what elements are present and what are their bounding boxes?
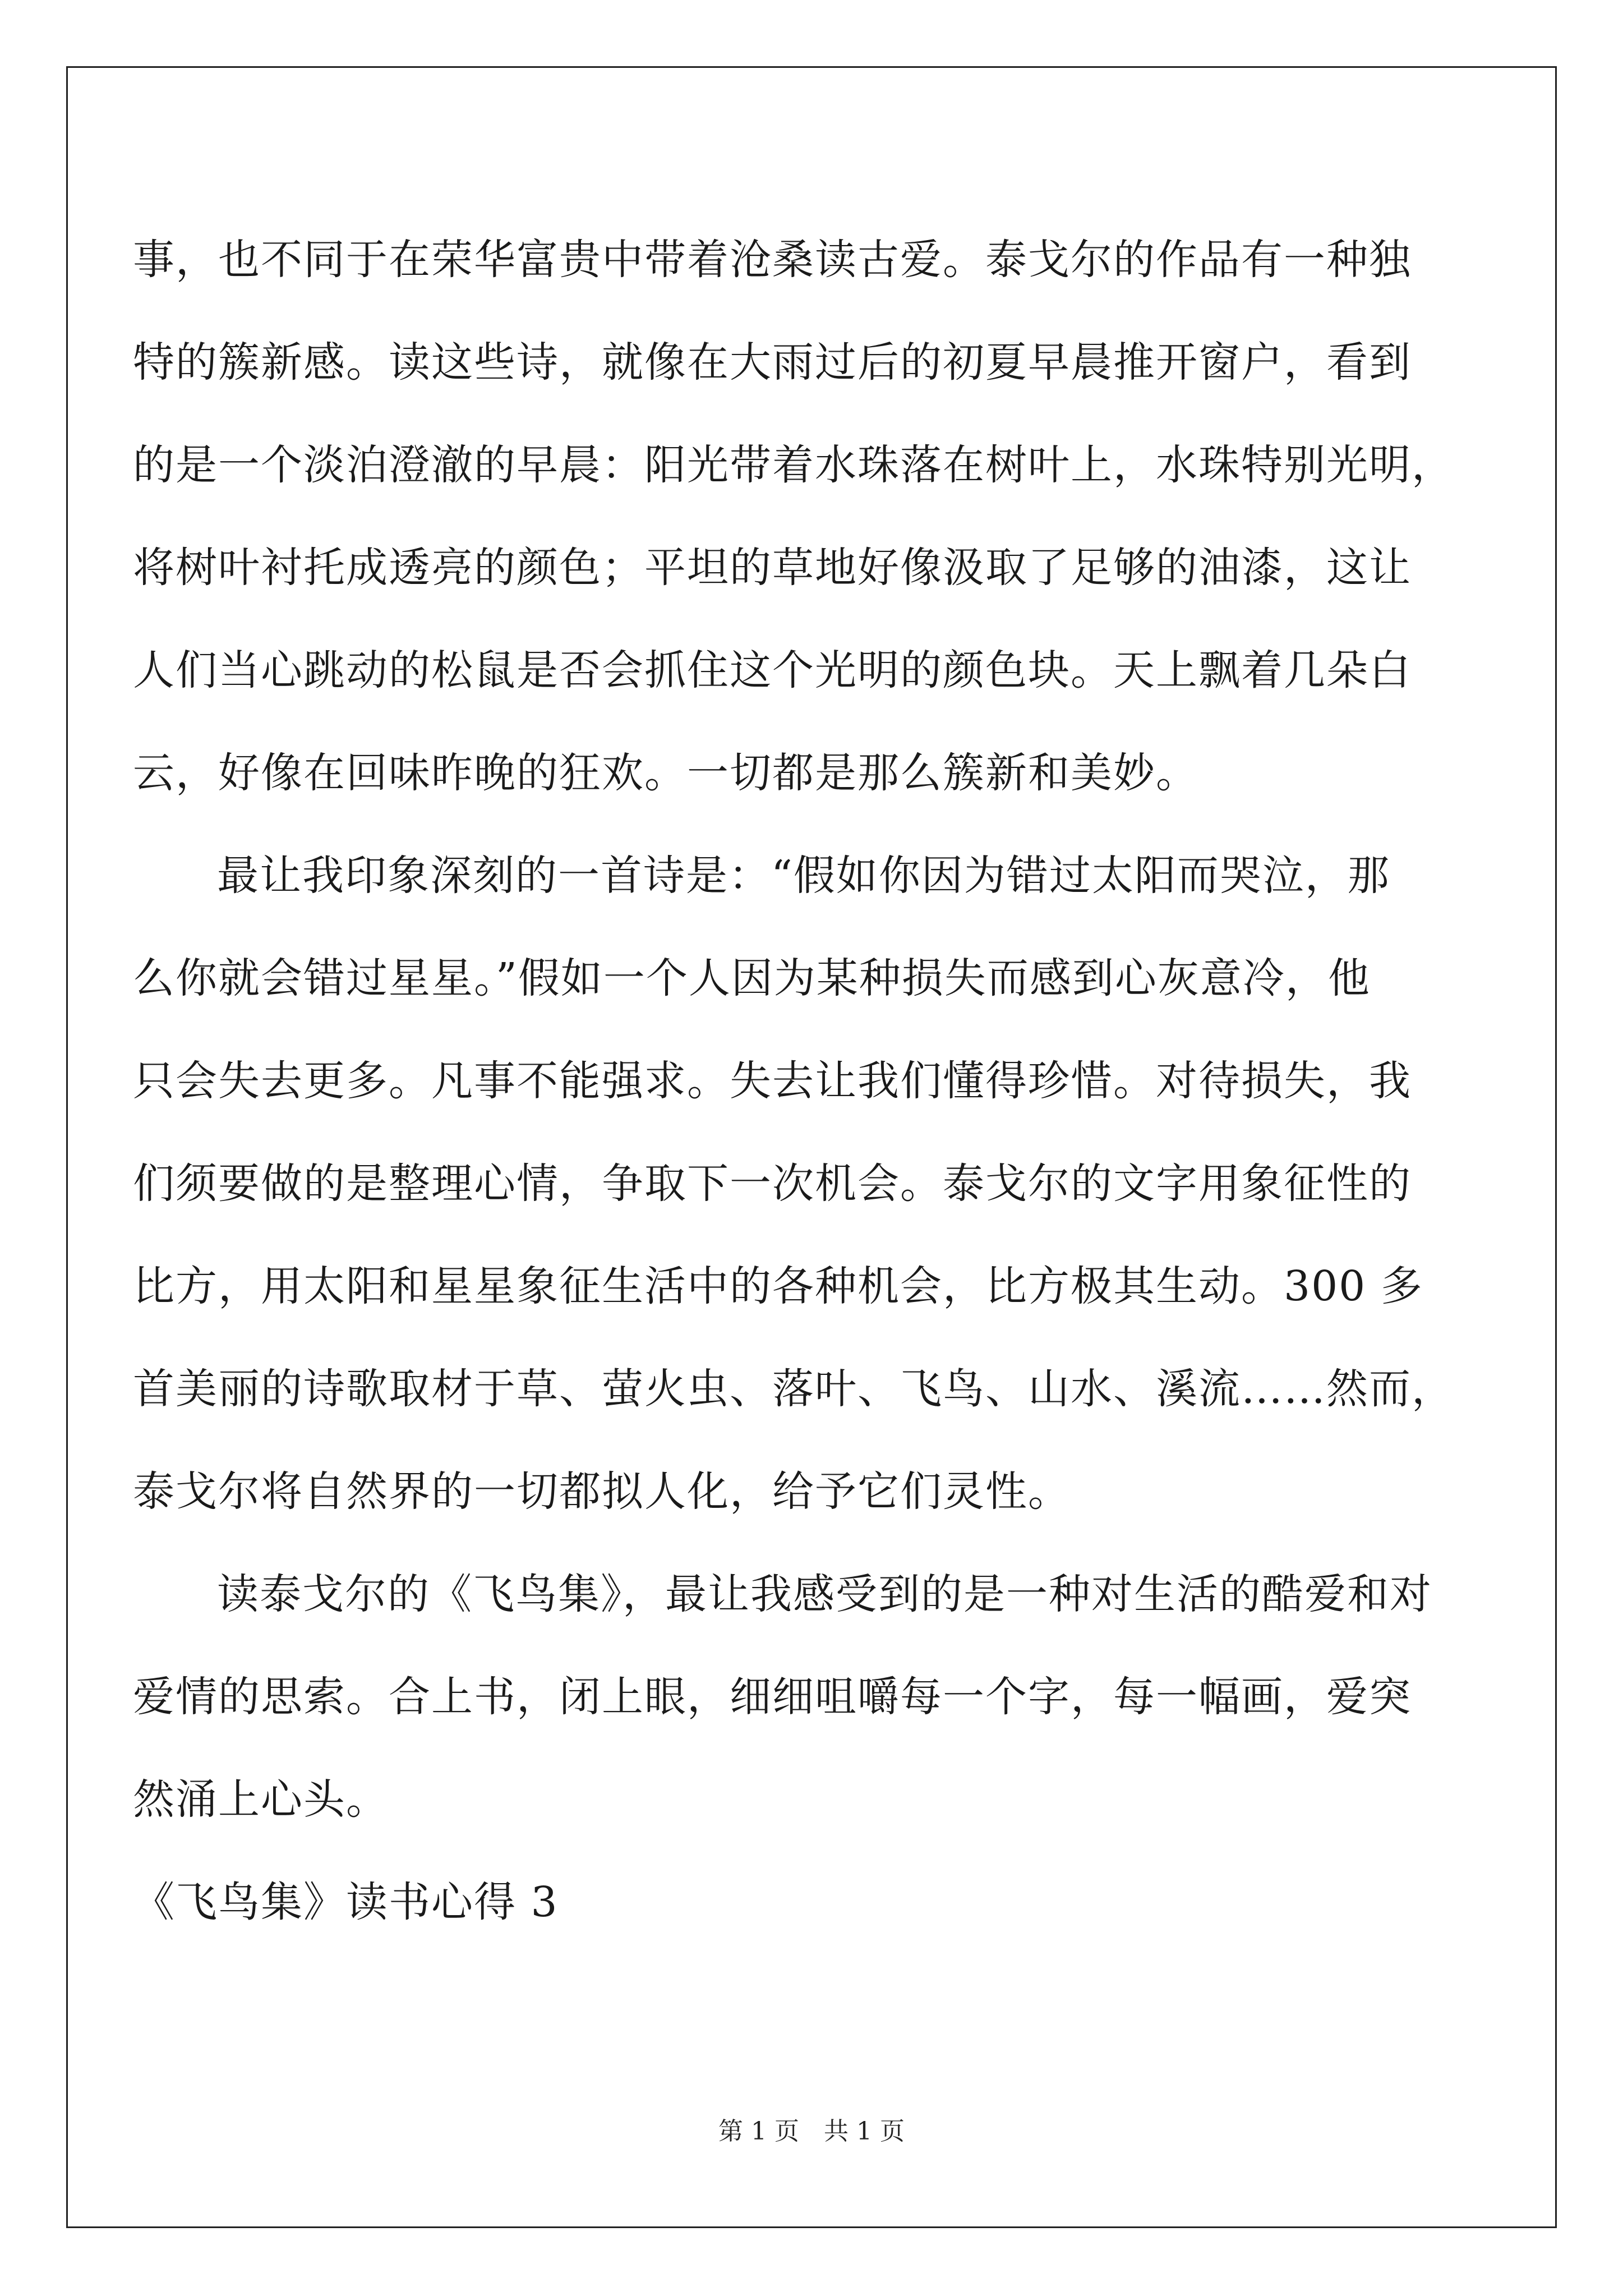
paragraph-line: 们须要做的是整理心情，争取下一次机会。泰戈尔的文字用象征性的 [133,1159,1412,1208]
paragraph-line: 特的簇新感。读这些诗，就像在大雨过后的初夏早晨推开窗户，看到 [133,338,1412,386]
paragraph-2 [133,825,1490,1543]
paragraph-line: 泰戈尔将自然界的一切都拟人化，给予它们灵性。 [133,1467,1071,1516]
paragraph-line: 首美丽的诗歌取材于草、萤火虫、落叶、飞鸟、山水、溪流……然而， [133,1365,1454,1413]
paragraph-line: 么你就会错过星星。”假如一个人因为某种损失而感到心灰意冷，他 [133,954,1371,1002]
paragraph-line: 将树叶衬托成透亮的颜色；平坦的草地好像汲取了足够的油漆，这让 [133,544,1412,592]
paragraph-line: 事，也不同于在荣华富贵中带着沧桑读古爱。泰戈尔的作品有一种独 [133,236,1412,284]
document-body [133,209,1490,1954]
page-number-footer: 第 1 页 共 1 页 [718,2117,905,2146]
paragraph-line: 爱情的思索。合上书，闭上眼，细细咀嚼每一个字，每一幅画，爱突 [133,1673,1412,1721]
paragraph-line: 读泰戈尔的《飞鸟集》，最让我感受到的是一种对生活的酷爱和对 [217,1570,1432,1618]
paragraph-3 [133,1543,1490,1851]
section-heading: 《飞鸟集》读书心得 3 [133,1878,559,1926]
paragraph-line: 然涌上心头。 [133,1775,389,1824]
paragraph-line: 只会失去更多。凡事不能强求。失去让我们懂得珍惜。对待损失，我 [133,1057,1412,1105]
paragraph-1 [133,209,1490,825]
paragraph-line: 最让我印象深刻的一首诗是：“假如你因为错过太阳而哭泣，那 [217,852,1390,900]
paragraph-line: 比方，用太阳和星星象征生活中的各种机会，比方极其生动。300 多 [133,1262,1423,1310]
paragraph-line: 云，好像在回味昨晚的狂欢。一切都是那么簇新和美妙。 [133,749,1198,797]
paragraph-line: 人们当心跳动的松鼠是否会抓住这个光明的颜色块。天上飘着几朵白 [133,646,1412,694]
paragraph-line: 的是一个淡泊澄澈的早晨：阳光带着水珠落在树叶上，水珠特别光明， [133,441,1454,489]
